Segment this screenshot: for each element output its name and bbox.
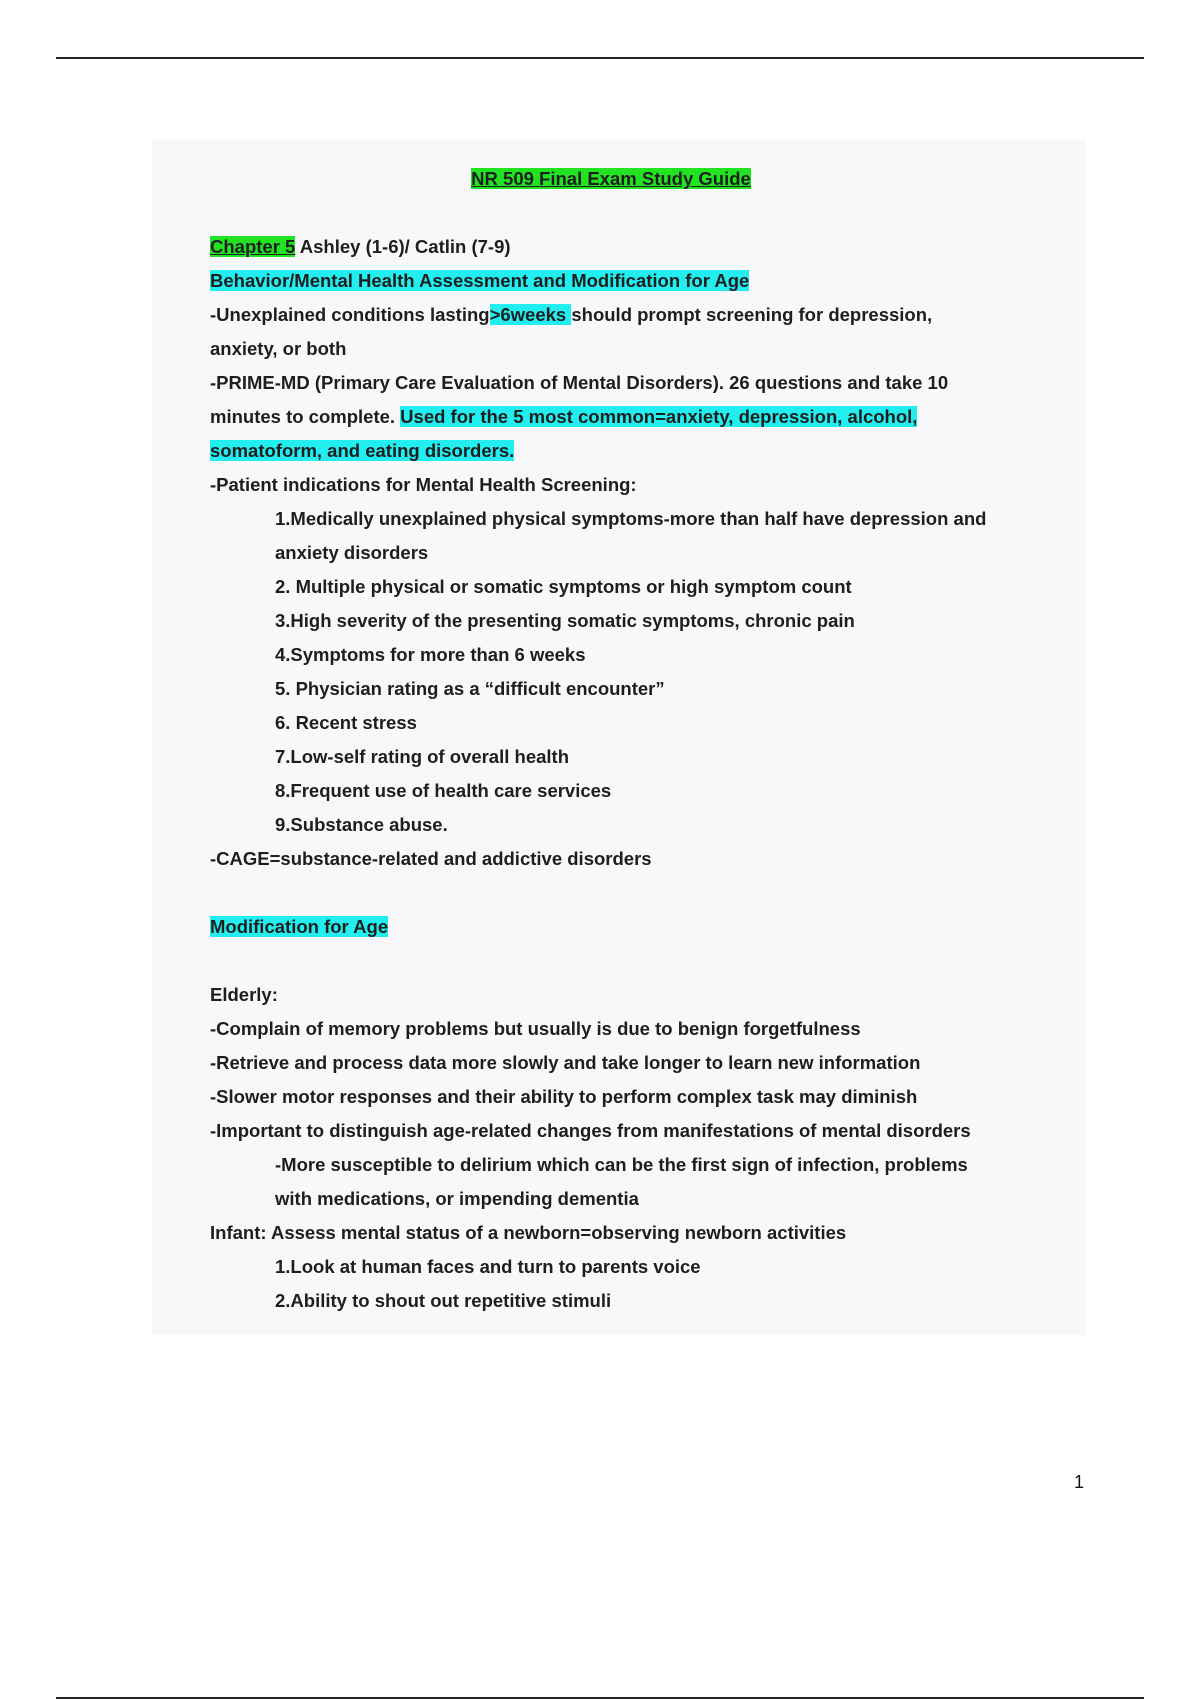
section-heading-line [210, 264, 1070, 298]
text-run: -Unexplained conditions lasting [210, 304, 490, 325]
spacer [210, 196, 1070, 230]
spacer [210, 944, 1070, 978]
list-item: 3.High severity of the presenting somatic symptoms, chronic pain [275, 610, 855, 631]
list-item: 5. Physician rating as a “difficult encounter” [275, 678, 665, 699]
list-item: 6. Recent stress [275, 712, 417, 733]
list-item: with medications, or impending dementia [275, 1188, 639, 1209]
list-item: -More susceptible to delirium which can be the first sign of infection, problems [275, 1154, 968, 1175]
section-heading: Behavior/Mental Health Assessment and Modification for Age [210, 270, 750, 291]
list-item: 8.Frequent use of health care services [275, 780, 612, 801]
text-run: should prompt screening for depression, [571, 304, 933, 325]
list-item: 1.Look at human faces and turn to parents voice [275, 1256, 701, 1277]
highlight-run: >6weeks [489, 304, 572, 325]
list-item: -Important to distinguish age-related changes from manifestations of mental disorders [210, 1120, 971, 1141]
paragraph-line: anxiety, or both [210, 338, 347, 359]
spacer [210, 876, 1070, 910]
paragraph-line: -Patient indications for Mental Health Screening: [210, 474, 637, 495]
list-item: 9.Substance abuse. [275, 814, 448, 835]
chapter-authors: Ashley (1-6)/ Catlin (7-9) [295, 236, 511, 257]
subheading-line [210, 910, 1070, 944]
list-item: 1.Medically unexplained physical symptoms-more than half have depression and [275, 508, 987, 529]
bottom-rule [56, 1697, 1144, 1699]
doc-title: NR 509 Final Exam Study Guide [471, 168, 751, 189]
chapter-label: Chapter 5 [210, 236, 296, 257]
list-item: 2.Ability to shout out repetitive stimuli [275, 1290, 612, 1311]
chapter-line [210, 230, 1070, 264]
list-item: -Complain of memory problems but usually is due to benign forgetfulness [210, 1018, 861, 1039]
paragraph-line [210, 298, 1070, 332]
infant-line: Infant: Assess mental status of a newborn=observing newborn activities [210, 1222, 847, 1243]
page-number: 1 [1074, 1472, 1085, 1492]
top-rule [56, 57, 1144, 59]
paragraph-line [210, 400, 1070, 434]
paragraph-line [210, 434, 1070, 468]
paragraph-line: -PRIME-MD (Primary Care Evaluation of Mental Disorders). 26 questions and take 10 [210, 372, 949, 393]
mod-heading: Modification for Age [210, 916, 389, 937]
list-item: -Retrieve and process data more slowly and take longer to learn new information [210, 1052, 921, 1073]
text-run: minutes to complete. [210, 406, 401, 427]
elderly-label: Elderly: [210, 984, 278, 1005]
title-line [152, 162, 1070, 196]
list-item: 7.Low-self rating of overall health [275, 746, 569, 767]
list-item: 2. Multiple physical or somatic symptoms or high symptom count [275, 576, 852, 597]
document-body [210, 162, 1070, 1318]
list-item: 4.Symptoms for more than 6 weeks [275, 644, 586, 665]
list-item: anxiety disorders [275, 542, 429, 563]
highlight-run: Used for the 5 most common=anxiety, depression, alcohol, [400, 406, 918, 427]
paragraph-line: -CAGE=substance-related and addictive disorders [210, 848, 652, 869]
list-item: -Slower motor responses and their ability to perform complex task may diminish [210, 1086, 918, 1107]
highlight-run: somatoform, and eating disorders. [210, 440, 515, 461]
